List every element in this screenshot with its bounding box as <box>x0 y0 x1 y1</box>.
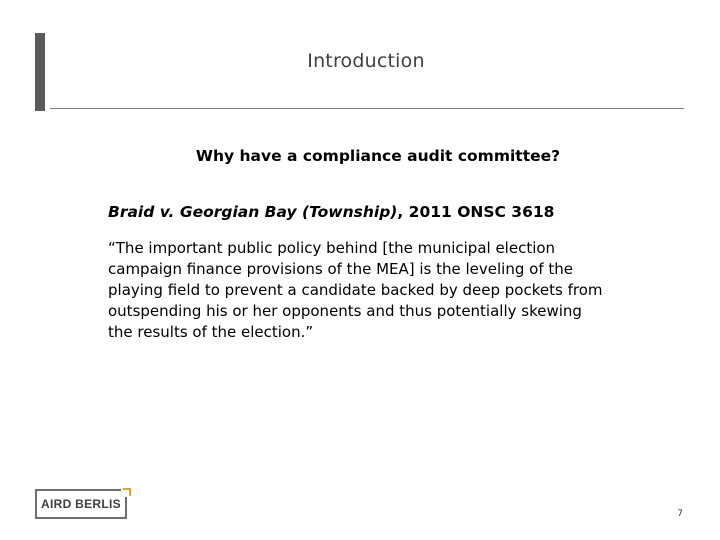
slide-title: Introduction <box>307 50 425 72</box>
case-citation <box>108 203 668 221</box>
case-quote: “The important public policy behind [the municipal election campaign finance provisions of the MEA] is the leveling of the playing field to prevent a candidate backed by deep pockets from outspending his or her opponents and thus potentially skewing the results of the election.” <box>108 239 603 341</box>
slide-question: Why have a compliance audit committee? <box>195 147 561 165</box>
case-name: Braid v. Georgian Bay (Township) <box>108 203 398 221</box>
title-divider <box>50 108 684 109</box>
page-number: 7 <box>677 509 683 519</box>
aird-berlis-logo <box>35 489 127 519</box>
logo-corner-accent <box>123 488 131 496</box>
case-reference: , 2011 ONSC 3618 <box>397 203 555 221</box>
logo-text: AIRD BERLIS <box>41 497 121 511</box>
title-accent-bar <box>35 33 45 111</box>
